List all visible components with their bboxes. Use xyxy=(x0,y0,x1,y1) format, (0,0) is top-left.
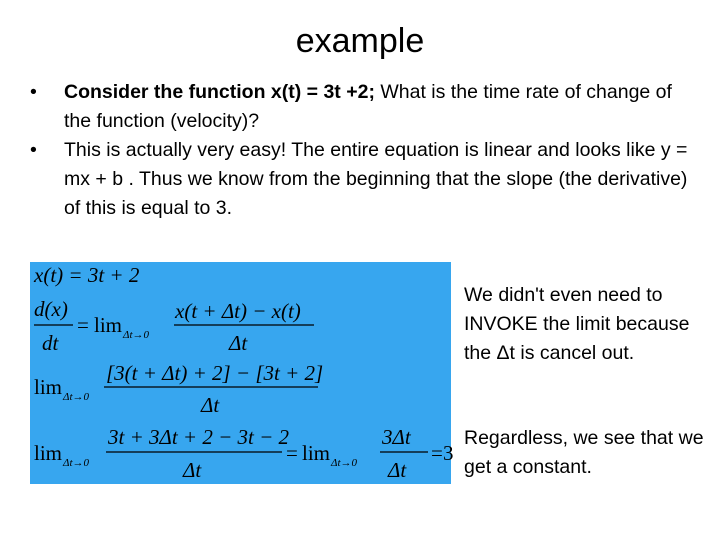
equation-3-lim-subscript: Δt→0 xyxy=(63,391,90,403)
equation-2-numerator: x(t + Δt) − x(t) xyxy=(175,299,301,323)
equation-4-lim-subscript: Δt→0 xyxy=(63,457,90,469)
equation-4-denominator: Δt xyxy=(183,458,202,482)
equation-2-lhs-numerator: d(x) xyxy=(34,297,68,321)
equation-4-result: 3 xyxy=(443,441,454,465)
bullet-list xyxy=(28,78,698,223)
equation-2-lhs-denominator: dt xyxy=(42,331,59,355)
bullet-item-1 xyxy=(28,78,698,136)
equation-1: x(t) = 3t + 2 xyxy=(34,263,140,287)
equation-2-lim-subscript: Δt→0 xyxy=(123,329,150,341)
equation-panel xyxy=(30,262,454,484)
equation-4-numerator: 3t + 3Δt + 2 − 3t − 2 xyxy=(108,425,290,449)
equation-4-lim-2-subscript: Δt→0 xyxy=(331,457,358,469)
equation-2-lim: lim xyxy=(94,313,123,337)
equation-4-numerator-2: 3Δt xyxy=(382,425,411,449)
equation-4-lim: lim xyxy=(34,441,63,465)
bullet-marker: • xyxy=(30,81,37,103)
equation-4-equals-2: = xyxy=(431,441,443,465)
side-note-1-text: We didn't even need to INVOKE the limit because the Δt is cancel out. xyxy=(464,284,690,364)
side-note-2-text: Regardless, we see that we get a constant. xyxy=(464,427,704,478)
side-note-2 xyxy=(464,424,704,482)
equation-3-lim: lim xyxy=(34,375,63,399)
equation-2-equals: = xyxy=(77,313,89,337)
equation-2-denominator: Δt xyxy=(229,331,248,355)
equation-3-denominator: Δt xyxy=(201,393,220,417)
equation-figure xyxy=(30,262,454,484)
side-note-1 xyxy=(464,281,704,368)
bullet-item-2 xyxy=(28,136,698,223)
equation-4-denominator-2: Δt xyxy=(388,458,407,482)
equation-4-equals: = xyxy=(286,441,298,465)
equation-3-numerator: [3(t + Δt) + 2] − [3t + 2] xyxy=(106,361,324,385)
slide-title: example xyxy=(295,22,425,60)
bullet-1-bold-text: Consider the function x(t) = 3t +2; xyxy=(64,81,375,103)
bullet-2-text: This is actually very easy! The entire equation is linear and looks like y = mx + b . Thus we know from the beginning that the slope (the derivative) of this is equal to 3. xyxy=(64,139,688,219)
bullet-marker: • xyxy=(30,139,37,161)
bullet-1-text: What is the time rate of change of the function (velocity)? xyxy=(64,81,672,132)
equation-4-lim-2: lim xyxy=(302,441,331,465)
